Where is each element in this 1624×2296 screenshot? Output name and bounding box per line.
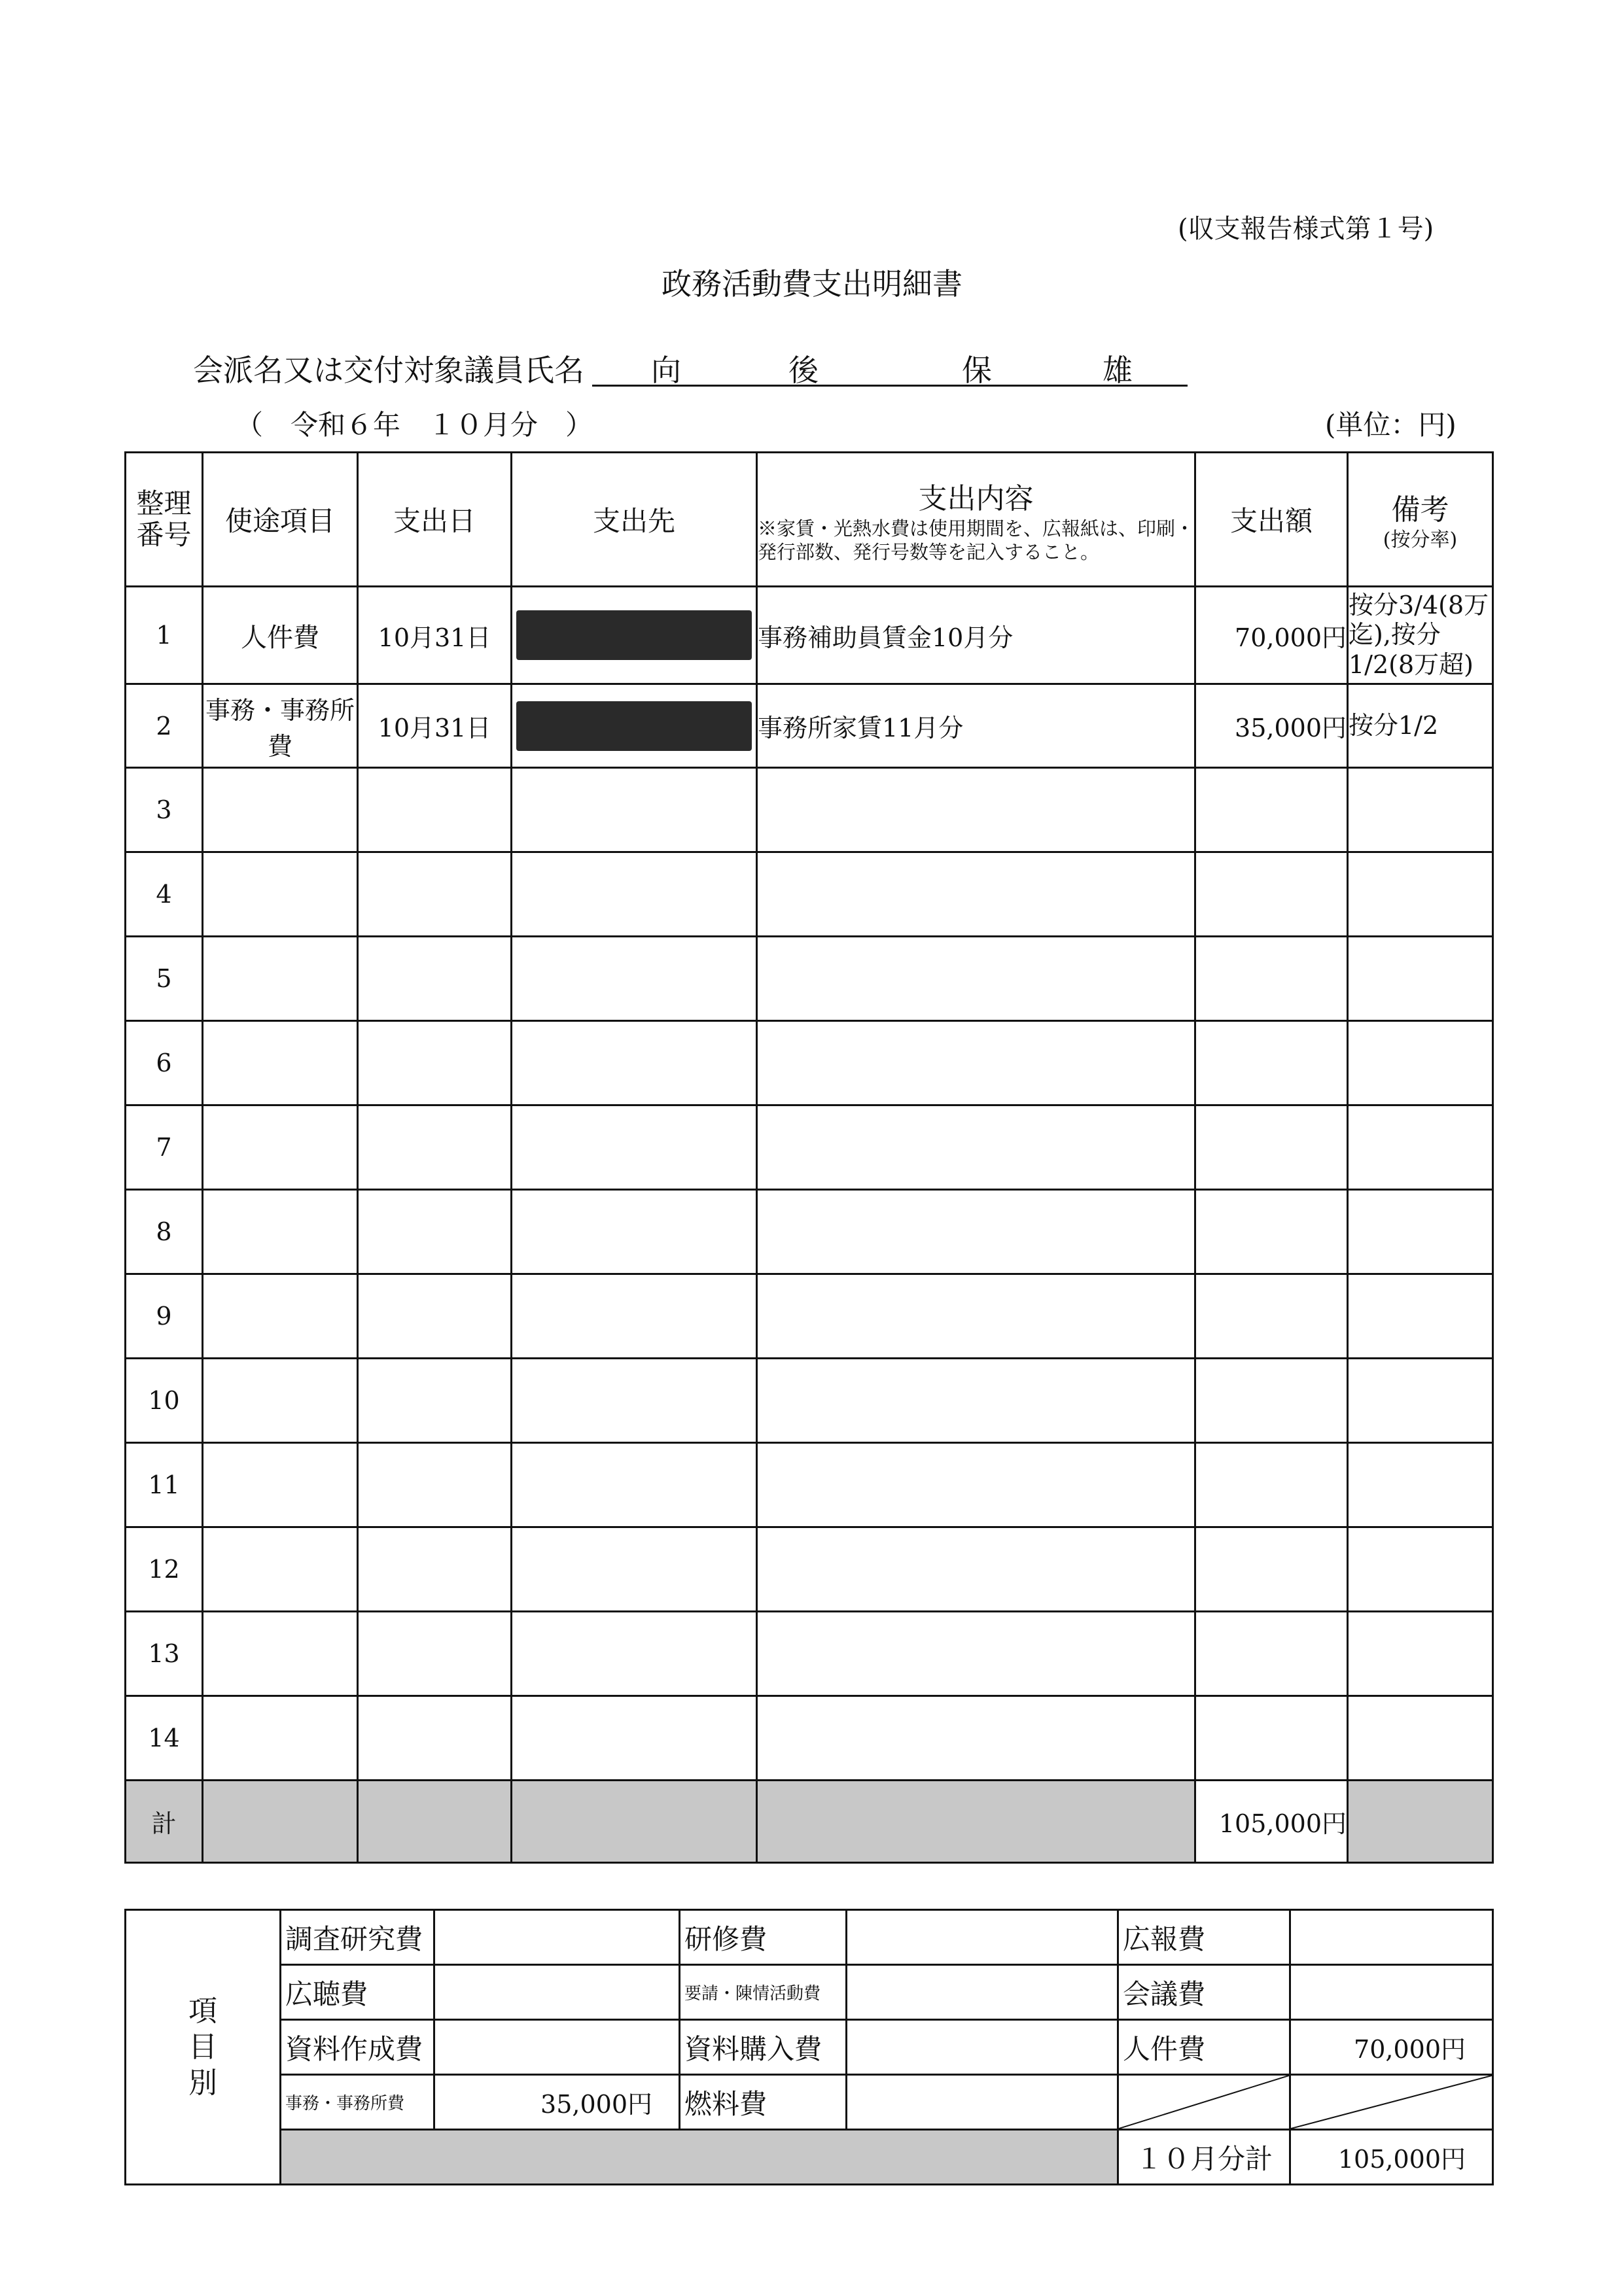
row-no: 2 [126, 684, 203, 768]
category-summary-table [124, 1909, 1494, 2185]
table-row [126, 684, 1493, 768]
value-materials-making [434, 2020, 680, 2075]
label-month-total: １０月分計 [1118, 2130, 1290, 2185]
row-date: 10月31日 [358, 587, 512, 684]
name-char-3: 保 [962, 353, 992, 388]
row-no: 4 [126, 852, 203, 937]
col-content [757, 453, 1195, 587]
row-content: 事務所家賃11月分 [757, 684, 1195, 768]
row-no: 7 [126, 1105, 203, 1190]
table-row [126, 1359, 1493, 1443]
table-row [126, 852, 1493, 937]
table-row [126, 1274, 1493, 1359]
col-date: 支出日 [358, 453, 512, 587]
row-no: 12 [126, 1527, 203, 1612]
row-payee-redacted [512, 587, 757, 684]
row-remarks: 按分1/2 [1348, 684, 1493, 768]
table-row [126, 1190, 1493, 1274]
table-row [126, 768, 1493, 852]
summary-shaded-cell [281, 2130, 1118, 2185]
value-hearing [434, 1965, 680, 2020]
row-no: 13 [126, 1612, 203, 1696]
name-underline [592, 385, 1188, 387]
row-payee-redacted [512, 684, 757, 768]
header-row [126, 453, 1493, 587]
row-amount: 70,000円 [1195, 587, 1348, 684]
table-row [126, 1105, 1493, 1190]
document-title: 政務活動費支出明細書 [662, 266, 962, 302]
report-period: （ 令和６年 １０月分 ） [236, 409, 593, 441]
row-no: 3 [126, 768, 203, 852]
name-label: 会派名又は交付対象議員氏名 [193, 353, 584, 388]
label-meeting: 会議費 [1118, 1965, 1290, 2020]
summary-side-label: 項 目 別 [126, 1910, 281, 2185]
label-research: 調査研究費 [281, 1910, 434, 1965]
col-amount: 支出額 [1195, 453, 1348, 587]
label-hearing: 広聴費 [281, 1965, 434, 2020]
total-label: 計 [126, 1781, 203, 1863]
total-amount: 105,000円 [1195, 1781, 1348, 1863]
row-purpose: 人件費 [203, 587, 358, 684]
label-materials-making: 資料作成費 [281, 2020, 434, 2075]
row-remarks: 按分3/4(8万迄),按分1/2(8万超) [1348, 587, 1493, 684]
col-no: 整理 番号 [126, 453, 203, 587]
col-purpose: 使途項目 [203, 453, 358, 587]
col-content-note: ※家賃・光熱水費は使用期間を、広報紙は、印刷・発行部数、発行号数等を記入すること。 [758, 517, 1195, 563]
expenditure-table [124, 451, 1494, 1864]
table-row [126, 1612, 1493, 1696]
name-char-2: 後 [788, 353, 819, 388]
table-row [126, 1696, 1493, 1781]
unit-label: (単位：円) [1325, 409, 1456, 441]
row-no: 1 [126, 587, 203, 684]
value-fuel [847, 2075, 1118, 2130]
row-no: 5 [126, 937, 203, 1021]
row-content: 事務補助員賃金10月分 [757, 587, 1195, 684]
table-row [126, 1021, 1493, 1105]
col-remarks-title: 備考 [1391, 493, 1449, 527]
row-purpose: 事務・事務所費 [203, 684, 358, 768]
value-personnel: 70,000円 [1290, 2020, 1493, 2075]
diagonal-cell [1118, 2075, 1290, 2130]
label-office: 事務・事務所費 [281, 2075, 434, 2130]
row-date: 10月31日 [358, 684, 512, 768]
table-row [126, 1443, 1493, 1527]
label-fuel: 燃料費 [680, 2075, 847, 2130]
form-number: (収支報告様式第１号) [1178, 214, 1434, 244]
row-no: 9 [126, 1274, 203, 1359]
value-training [847, 1910, 1118, 1965]
table-row [126, 587, 1493, 684]
value-office: 35,000円 [434, 2075, 680, 2130]
redaction-block [516, 610, 752, 660]
row-no: 10 [126, 1359, 203, 1443]
value-materials-purchase [847, 2020, 1118, 2075]
label-pr: 広報費 [1118, 1910, 1290, 1965]
row-no: 11 [126, 1443, 203, 1527]
label-materials-purchase: 資料購入費 [680, 2020, 847, 2075]
col-payee: 支出先 [512, 453, 757, 587]
label-personnel: 人件費 [1118, 2020, 1290, 2075]
row-no: 6 [126, 1021, 203, 1105]
value-month-total: 105,000円 [1290, 2130, 1493, 2185]
value-research [434, 1910, 680, 1965]
total-row [126, 1781, 1493, 1863]
row-no: 8 [126, 1190, 203, 1274]
col-remarks-sub: (按分率) [1383, 529, 1458, 552]
value-petition [847, 1965, 1118, 2020]
redaction-block [516, 701, 752, 751]
col-remarks [1348, 453, 1493, 587]
table-row [126, 937, 1493, 1021]
name-char-4: 雄 [1103, 353, 1133, 388]
col-content-title: 支出内容 [918, 481, 1034, 515]
value-meeting [1290, 1965, 1493, 2020]
table-row [126, 1527, 1493, 1612]
row-no: 14 [126, 1696, 203, 1781]
name-char-1: 向 [651, 353, 681, 388]
diagonal-cell [1290, 2075, 1493, 2130]
row-amount: 35,000円 [1195, 684, 1348, 768]
label-training: 研修費 [680, 1910, 847, 1965]
value-pr [1290, 1910, 1493, 1965]
label-petition: 要請・陳情活動費 [680, 1965, 847, 2020]
